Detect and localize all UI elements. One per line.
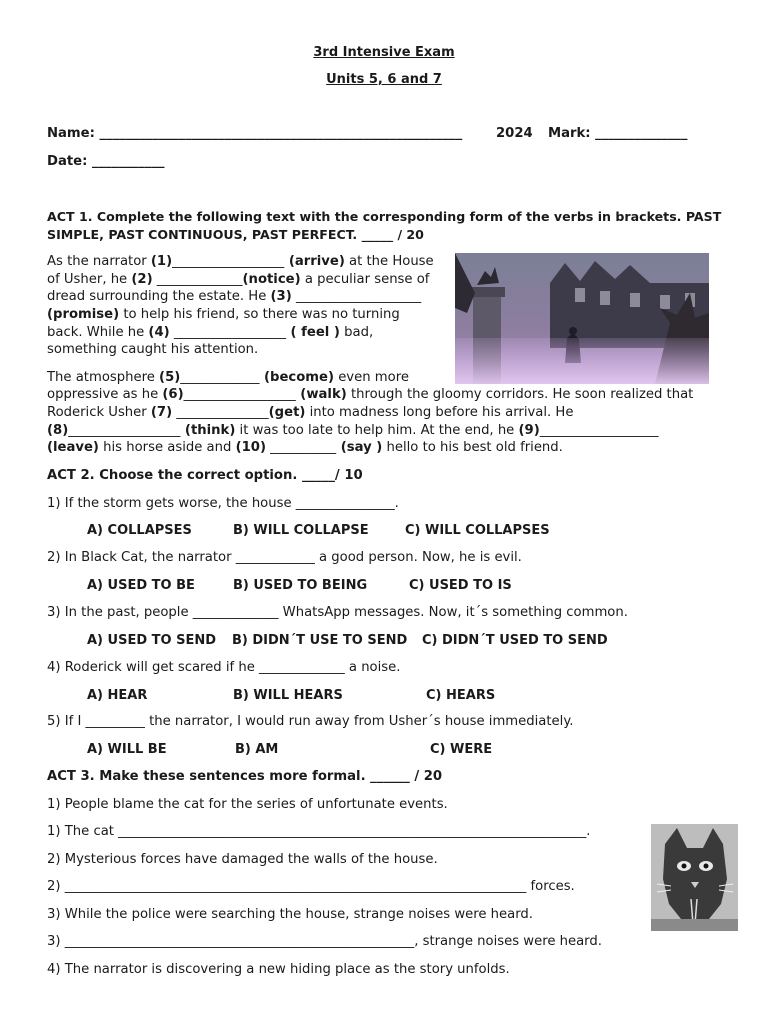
q5-option-c: C) WERE — [430, 742, 493, 757]
q5-option-a: A) WILL BE — [87, 742, 167, 757]
act3-line-5: 3) While the police were searching the house, strange noises were heard. — [47, 907, 533, 922]
exam-title: 3rd Intensive Exam — [313, 45, 455, 60]
name-blank: _______________________________________________________ — [99, 126, 463, 141]
q5-option-b: B) AM — [235, 742, 279, 757]
act1-line-3: dread surrounding the estate. He (3) ___________________ — [47, 289, 422, 304]
act3-line-6: 3) _____________________________________________________, strange noises were heard. — [47, 934, 602, 949]
act1-heading-line2: SIMPLE, PAST CONTINUOUS, PAST PERFECT. _____ / 20 — [47, 227, 424, 242]
mark-label: Mark: — [548, 126, 591, 141]
act3-line-4: 2) ______________________________________________________________________ forces. — [47, 879, 575, 894]
q1-text: 1) If the storm gets worse, the house _______________. — [47, 496, 399, 511]
black-cat-sketch — [651, 824, 738, 931]
act3-heading: ACT 3. Make these sentences more formal. ______ / 20 — [47, 769, 443, 784]
act3-line-2: 1) The cat _______________________________________________________________________. — [47, 824, 591, 839]
q2-option-b: B) USED TO BEING — [233, 578, 368, 593]
act3-line-3: 2) Mysterious forces have damaged the walls of the house. — [47, 852, 438, 867]
act1-line-6: something caught his attention. — [47, 342, 259, 357]
q1-option-a: A) COLLAPSES — [87, 523, 192, 538]
q2-option-c: C) USED TO IS — [409, 578, 512, 593]
name-line — [47, 126, 462, 141]
q3-option-c: C) DIDN´T USED TO SEND — [422, 633, 608, 648]
act1-line-11: (leave) his horse aside and (10) __________ (say ) hello to his best old friend. — [47, 440, 563, 455]
act1-line-8: oppressive as he (6)_________________ (walk) through the gloomy corridors. He soon realized that — [47, 387, 694, 402]
act1-line-1: As the narrator (1)_________________ (arrive) at the House — [47, 254, 434, 269]
name-label: Name: — [47, 126, 95, 141]
q3-option-b: B) DIDN´T USE TO SEND — [232, 633, 408, 648]
q4-option-c: C) HEARS — [426, 688, 496, 703]
act1-line-9: Roderick Usher (7) ______________(get) into madness long before his arrival. He — [47, 405, 574, 420]
year-label: 2024 — [496, 126, 533, 141]
q2-option-a: A) USED TO BE — [87, 578, 195, 593]
q3-option-a: A) USED TO SEND — [87, 633, 217, 648]
act3-line-7: 4) The narrator is discovering a new hiding place as the story unfolds. — [47, 962, 510, 977]
act3-line-1: 1) People blame the cat for the series of unfortunate events. — [47, 797, 448, 812]
q3-text: 3) In the past, people _____________ WhatsApp messages. Now, it´s something common. — [47, 605, 628, 620]
q5-text: 5) If I _________ the narrator, I would run away from Usher´s house immediately. — [47, 714, 574, 729]
q4-option-a: A) HEAR — [87, 688, 148, 703]
q1-option-c: C) WILL COLLAPSES — [405, 523, 550, 538]
house-of-usher-illustration — [455, 253, 709, 384]
act1-line-7: The atmosphere (5)____________ (become) even more — [47, 370, 409, 385]
q4-text: 4) Roderick will get scared if he _____________ a noise. — [47, 660, 401, 675]
act1-line-5: back. While he (4) _________________ ( feel ) bad, — [47, 325, 374, 340]
date-blank: ___________ — [91, 154, 165, 169]
date-label: Date: — [47, 154, 88, 169]
q1-option-b: B) WILL COLLAPSE — [233, 523, 369, 538]
act1-line-10: (8)_________________ (think) it was too late to help him. At the end, he (9)__________________ — [47, 423, 659, 438]
act2-heading: ACT 2. Choose the correct option. _____/ 10 — [47, 468, 363, 483]
mark-blank: ______________ — [595, 126, 688, 141]
q2-text: 2) In Black Cat, the narrator ____________ a good person. Now, he is evil. — [47, 550, 522, 565]
exam-subtitle: Units 5, 6 and 7 — [326, 72, 442, 87]
q4-option-b: B) WILL HEARS — [233, 688, 343, 703]
date-line — [47, 154, 165, 169]
act1-line-2: of Usher, he (2) _____________(notice) a peculiar sense of — [47, 272, 430, 287]
act1-line-4: (promise) to help his friend, so there was no turning — [47, 307, 400, 322]
act1-heading-line1: ACT 1. Complete the following text with the corresponding form of the verbs in brackets. PAST — [47, 209, 722, 224]
mark-line — [548, 126, 687, 141]
